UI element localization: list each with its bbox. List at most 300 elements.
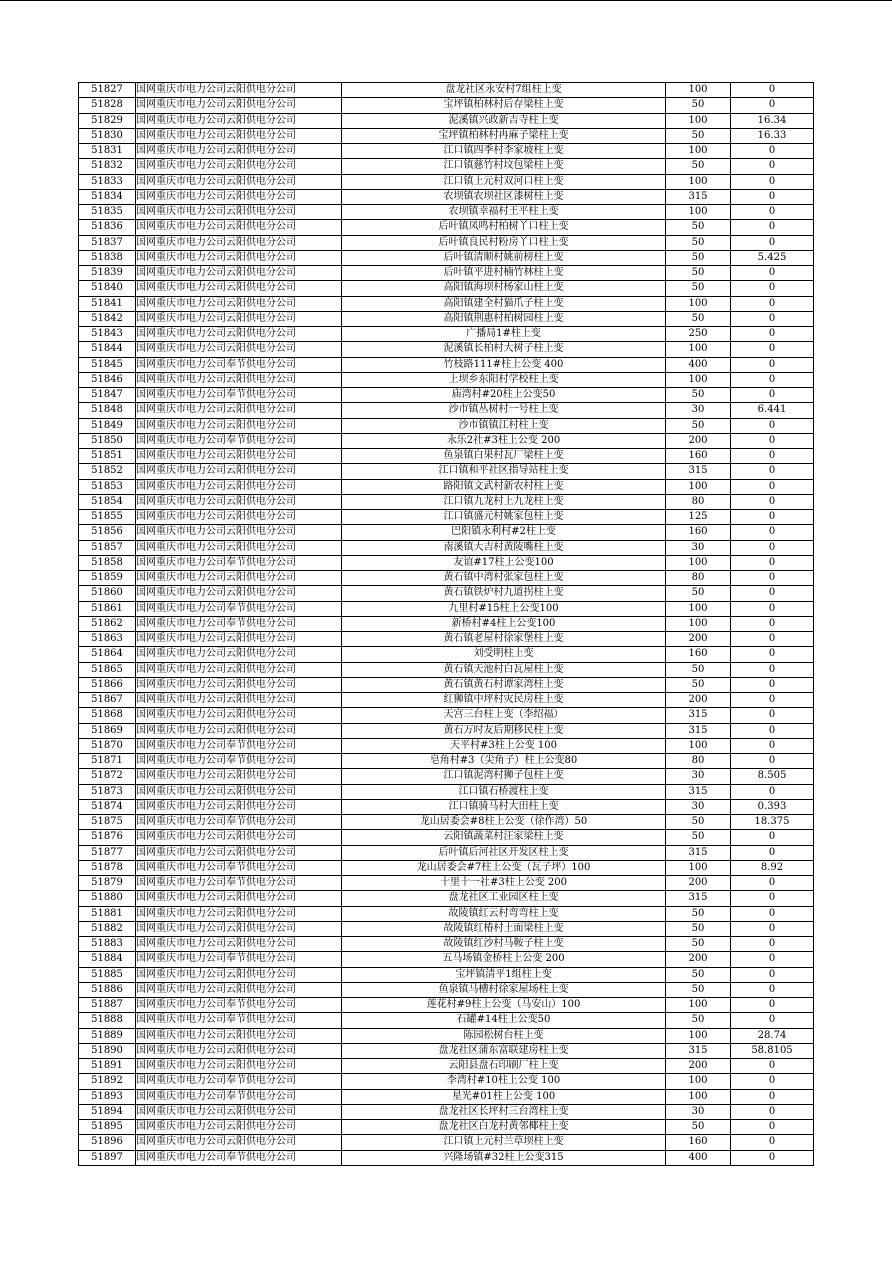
- row-value-cell: 0: [731, 952, 814, 967]
- row-value-cell: 0: [731, 235, 814, 250]
- row-id-cell: 51873: [79, 784, 136, 799]
- table-row: [79, 952, 814, 967]
- row-company-cell: 国网重庆市电力公司云阳供电分公司: [136, 479, 342, 494]
- row-transformer-name-cell: 江口镇石桥渡柱上变: [342, 784, 666, 799]
- row-company-cell: 国网重庆市电力公司云阳供电分公司: [136, 769, 342, 784]
- table-row: [79, 464, 814, 479]
- row-capacity-cell: 50: [666, 220, 731, 235]
- row-capacity-cell: 200: [666, 433, 731, 448]
- row-capacity-cell: 315: [666, 708, 731, 723]
- row-capacity-cell: 315: [666, 189, 731, 204]
- row-transformer-name-cell: 兴隆场镇#32柱上公变315: [342, 1150, 666, 1165]
- row-capacity-cell: 30: [666, 403, 731, 418]
- table-row: [79, 494, 814, 509]
- row-id-cell: 51890: [79, 1043, 136, 1058]
- row-capacity-cell: 100: [666, 296, 731, 311]
- table-row: [79, 205, 814, 220]
- table-row: [79, 830, 814, 845]
- row-company-cell: 国网重庆市电力公司云阳供电分公司: [136, 266, 342, 281]
- row-value-cell: 0: [731, 327, 814, 342]
- table-row: [79, 555, 814, 570]
- row-company-cell: 国网重庆市电力公司云阳供电分公司: [136, 921, 342, 936]
- row-id-cell: 51840: [79, 281, 136, 296]
- row-id-cell: 51860: [79, 586, 136, 601]
- row-value-cell: 0: [731, 555, 814, 570]
- table-row: [79, 1150, 814, 1165]
- row-value-cell: 0: [731, 510, 814, 525]
- table-row: [79, 769, 814, 784]
- row-transformer-name-cell: 陈园松树台柱上变: [342, 1028, 666, 1043]
- row-id-cell: 51849: [79, 418, 136, 433]
- row-id-cell: 51845: [79, 357, 136, 372]
- row-value-cell: 0: [731, 693, 814, 708]
- row-transformer-name-cell: 十里十一社#3柱上公变 200: [342, 876, 666, 891]
- row-capacity-cell: 50: [666, 1120, 731, 1135]
- table-row: [79, 433, 814, 448]
- table-row: [79, 449, 814, 464]
- row-transformer-name-cell: 黄石镇中湾村张家包柱上变: [342, 571, 666, 586]
- table-row: [79, 1089, 814, 1104]
- row-transformer-name-cell: 江口镇慈竹村坟包梁柱上变: [342, 159, 666, 174]
- row-id-cell: 51876: [79, 830, 136, 845]
- row-capacity-cell: 100: [666, 738, 731, 753]
- row-company-cell: 国网重庆市电力公司云阳供电分公司: [136, 159, 342, 174]
- table-row: [79, 937, 814, 952]
- row-capacity-cell: 100: [666, 372, 731, 387]
- row-transformer-name-cell: 宝坪镇柏林村后存梁柱上变: [342, 98, 666, 113]
- row-capacity-cell: 80: [666, 754, 731, 769]
- row-value-cell: 0: [731, 174, 814, 189]
- row-value-cell: 0: [731, 525, 814, 540]
- row-capacity-cell: 50: [666, 937, 731, 952]
- row-capacity-cell: 160: [666, 449, 731, 464]
- row-capacity-cell: 50: [666, 250, 731, 265]
- row-id-cell: 51877: [79, 845, 136, 860]
- row-transformer-name-cell: 盘龙社区永安村7组柱上变: [342, 83, 666, 98]
- row-transformer-name-cell: 农坝镇农坝社区漆树柱上变: [342, 189, 666, 204]
- row-transformer-name-cell: 江口镇和平社区指导站柱上变: [342, 464, 666, 479]
- row-value-cell: 0: [731, 571, 814, 586]
- table-row: [79, 967, 814, 982]
- row-transformer-name-cell: 九里村#15柱上公变100: [342, 601, 666, 616]
- row-id-cell: 51882: [79, 921, 136, 936]
- row-id-cell: 51872: [79, 769, 136, 784]
- row-capacity-cell: 400: [666, 1150, 731, 1165]
- row-company-cell: 国网重庆市电力公司云阳供电分公司: [136, 311, 342, 326]
- row-company-cell: 国网重庆市电力公司奉节供电分公司: [136, 357, 342, 372]
- row-id-cell: 51843: [79, 327, 136, 342]
- row-value-cell: 0.393: [731, 799, 814, 814]
- row-transformer-name-cell: 江口镇泥湾村狮子包柱上变: [342, 769, 666, 784]
- row-transformer-name-cell: 鱼泉镇白果村瓦厂梁柱上变: [342, 449, 666, 464]
- table-row: [79, 723, 814, 738]
- row-value-cell: 0: [731, 418, 814, 433]
- row-capacity-cell: 50: [666, 266, 731, 281]
- table-row: [79, 876, 814, 891]
- row-company-cell: 国网重庆市电力公司云阳供电分公司: [136, 784, 342, 799]
- row-value-cell: 0: [731, 601, 814, 616]
- row-transformer-name-cell: 后叶镇凤鸣村柏树丫口柱上变: [342, 220, 666, 235]
- row-id-cell: 51832: [79, 159, 136, 174]
- row-company-cell: 国网重庆市电力公司云阳供电分公司: [136, 327, 342, 342]
- row-company-cell: 国网重庆市电力公司云阳供电分公司: [136, 708, 342, 723]
- table-row: [79, 357, 814, 372]
- row-transformer-name-cell: 广播局1#柱上变: [342, 327, 666, 342]
- row-id-cell: 51884: [79, 952, 136, 967]
- row-value-cell: 0: [731, 1150, 814, 1165]
- row-id-cell: 51859: [79, 571, 136, 586]
- table-row: [79, 327, 814, 342]
- row-id-cell: 51833: [79, 174, 136, 189]
- row-value-cell: 0: [731, 372, 814, 387]
- row-capacity-cell: 315: [666, 464, 731, 479]
- row-value-cell: 0: [731, 1013, 814, 1028]
- row-value-cell: 0: [731, 296, 814, 311]
- row-id-cell: 51889: [79, 1028, 136, 1043]
- row-transformer-name-cell: 后叶镇良民村粉房丫口柱上变: [342, 235, 666, 250]
- row-capacity-cell: 50: [666, 1013, 731, 1028]
- table-row: [79, 1120, 814, 1135]
- row-value-cell: 0: [731, 662, 814, 677]
- row-capacity-cell: 50: [666, 830, 731, 845]
- row-company-cell: 国网重庆市电力公司云阳供电分公司: [136, 571, 342, 586]
- table-row: [79, 418, 814, 433]
- row-value-cell: 0: [731, 357, 814, 372]
- row-id-cell: 51853: [79, 479, 136, 494]
- table-row: [79, 479, 814, 494]
- row-value-cell: 0: [731, 647, 814, 662]
- row-transformer-name-cell: 天平村#3柱上公变 100: [342, 738, 666, 753]
- row-company-cell: 国网重庆市电力公司奉节供电分公司: [136, 1074, 342, 1089]
- row-capacity-cell: 250: [666, 327, 731, 342]
- table-row: [79, 799, 814, 814]
- page-top-rule: [0, 0, 892, 1]
- row-company-cell: 国网重庆市电力公司云阳供电分公司: [136, 372, 342, 387]
- row-id-cell: 51850: [79, 433, 136, 448]
- table-row: [79, 906, 814, 921]
- table-row: [79, 693, 814, 708]
- table-row: [79, 159, 814, 174]
- row-value-cell: 0: [731, 998, 814, 1013]
- row-id-cell: 51871: [79, 754, 136, 769]
- row-value-cell: 0: [731, 388, 814, 403]
- row-value-cell: 0: [731, 479, 814, 494]
- row-value-cell: 0: [731, 342, 814, 357]
- row-company-cell: 国网重庆市电力公司奉节供电分公司: [136, 388, 342, 403]
- row-company-cell: 国网重庆市电力公司云阳供电分公司: [136, 845, 342, 860]
- row-value-cell: 0: [731, 906, 814, 921]
- row-company-cell: 国网重庆市电力公司云阳供电分公司: [136, 647, 342, 662]
- row-id-cell: 51869: [79, 723, 136, 738]
- row-transformer-name-cell: 黄石镇铁炉村九道拐柱上变: [342, 586, 666, 601]
- row-id-cell: 51837: [79, 235, 136, 250]
- row-capacity-cell: 80: [666, 494, 731, 509]
- row-company-cell: 国网重庆市电力公司云阳供电分公司: [136, 540, 342, 555]
- row-id-cell: 51830: [79, 128, 136, 143]
- row-company-cell: 国网重庆市电力公司云阳供电分公司: [136, 906, 342, 921]
- row-value-cell: 0: [731, 540, 814, 555]
- row-id-cell: 51895: [79, 1120, 136, 1135]
- row-company-cell: 国网重庆市电力公司云阳供电分公司: [136, 662, 342, 677]
- row-id-cell: 51844: [79, 342, 136, 357]
- row-value-cell: 0: [731, 921, 814, 936]
- row-company-cell: 国网重庆市电力公司云阳供电分公司: [136, 205, 342, 220]
- row-capacity-cell: 160: [666, 647, 731, 662]
- table-row: [79, 250, 814, 265]
- row-capacity-cell: 400: [666, 357, 731, 372]
- row-transformer-name-cell: 沙市镇丛树村一号柱上变: [342, 403, 666, 418]
- row-company-cell: 国网重庆市电力公司云阳供电分公司: [136, 1028, 342, 1043]
- row-value-cell: 0: [731, 677, 814, 692]
- row-company-cell: 国网重庆市电力公司云阳供电分公司: [136, 128, 342, 143]
- row-company-cell: 国网重庆市电力公司云阳供电分公司: [136, 464, 342, 479]
- row-company-cell: 国网重庆市电力公司云阳供电分公司: [136, 830, 342, 845]
- row-value-cell: 0: [731, 830, 814, 845]
- table-row: [79, 372, 814, 387]
- row-company-cell: 国网重庆市电力公司奉节供电分公司: [136, 1089, 342, 1104]
- row-id-cell: 51887: [79, 998, 136, 1013]
- row-transformer-name-cell: 刘受明柱上变: [342, 647, 666, 662]
- row-transformer-name-cell: 皂角村#3（尖角子）柱上公变80: [342, 754, 666, 769]
- table-row: [79, 189, 814, 204]
- table-row: [79, 98, 814, 113]
- row-id-cell: 51893: [79, 1089, 136, 1104]
- row-id-cell: 51847: [79, 388, 136, 403]
- table-row: [79, 266, 814, 281]
- row-capacity-cell: 100: [666, 860, 731, 875]
- row-capacity-cell: 100: [666, 1074, 731, 1089]
- row-transformer-name-cell: 庙湾村#20柱上公变50: [342, 388, 666, 403]
- row-value-cell: 0: [731, 159, 814, 174]
- row-value-cell: 0: [731, 205, 814, 220]
- row-transformer-name-cell: 上坝乡东阳村学校柱上变: [342, 372, 666, 387]
- row-transformer-name-cell: 江口镇盛元村姚家包柱上变: [342, 510, 666, 525]
- row-transformer-name-cell: 故陵镇红云村弯弯柱上变: [342, 906, 666, 921]
- row-company-cell: 国网重庆市电力公司奉节供电分公司: [136, 952, 342, 967]
- row-company-cell: 国网重庆市电力公司云阳供电分公司: [136, 235, 342, 250]
- row-value-cell: 0: [731, 311, 814, 326]
- row-company-cell: 国网重庆市电力公司云阳供电分公司: [136, 937, 342, 952]
- row-transformer-name-cell: 泥溪镇兴政新吉寺柱上变: [342, 113, 666, 128]
- row-id-cell: 51861: [79, 601, 136, 616]
- row-transformer-name-cell: 盘龙社区工业园区柱上变: [342, 891, 666, 906]
- table-row: [79, 296, 814, 311]
- table-row: [79, 144, 814, 159]
- row-capacity-cell: 315: [666, 845, 731, 860]
- row-capacity-cell: 50: [666, 159, 731, 174]
- row-transformer-name-cell: 龙山居委会#8柱上公变（徐作湾）50: [342, 815, 666, 830]
- row-id-cell: 51864: [79, 647, 136, 662]
- row-transformer-name-cell: 高阳镇海坝村杨家山柱上变: [342, 281, 666, 296]
- row-company-cell: 国网重庆市电力公司奉节供电分公司: [136, 876, 342, 891]
- row-company-cell: 国网重庆市电力公司云阳供电分公司: [136, 632, 342, 647]
- row-id-cell: 51848: [79, 403, 136, 418]
- row-value-cell: 0: [731, 1104, 814, 1119]
- row-company-cell: 国网重庆市电力公司云阳供电分公司: [136, 1135, 342, 1150]
- row-transformer-name-cell: 盘龙社区长坪村三台湾柱上变: [342, 1104, 666, 1119]
- table-row: [79, 677, 814, 692]
- row-id-cell: 51897: [79, 1150, 136, 1165]
- row-value-cell: 0: [731, 464, 814, 479]
- row-transformer-name-cell: 路阳镇文武村新农村柱上变: [342, 479, 666, 494]
- row-value-cell: 0: [731, 586, 814, 601]
- row-capacity-cell: 100: [666, 1089, 731, 1104]
- table-row: [79, 738, 814, 753]
- row-id-cell: 51839: [79, 266, 136, 281]
- row-id-cell: 51878: [79, 860, 136, 875]
- row-company-cell: 国网重庆市电力公司云阳供电分公司: [136, 525, 342, 540]
- row-capacity-cell: 50: [666, 921, 731, 936]
- row-capacity-cell: 315: [666, 723, 731, 738]
- row-id-cell: 51868: [79, 708, 136, 723]
- row-capacity-cell: 30: [666, 799, 731, 814]
- row-transformer-name-cell: 宝坪镇清平1组柱上变: [342, 967, 666, 982]
- row-company-cell: 国网重庆市电力公司奉节供电分公司: [136, 998, 342, 1013]
- row-id-cell: 51891: [79, 1059, 136, 1074]
- row-capacity-cell: 315: [666, 784, 731, 799]
- table-row: [79, 83, 814, 98]
- row-id-cell: 51831: [79, 144, 136, 159]
- row-value-cell: 0: [731, 891, 814, 906]
- row-company-cell: 国网重庆市电力公司云阳供电分公司: [136, 1059, 342, 1074]
- transformer-table: [78, 82, 814, 1166]
- row-capacity-cell: 100: [666, 998, 731, 1013]
- row-transformer-name-cell: 巴阳镇永利村#2柱上变: [342, 525, 666, 540]
- row-capacity-cell: 200: [666, 876, 731, 891]
- row-transformer-name-cell: 后叶镇清顺村姚前榜柱上变: [342, 250, 666, 265]
- row-transformer-name-cell: 李湾村#10柱上公变 100: [342, 1074, 666, 1089]
- row-id-cell: 51879: [79, 876, 136, 891]
- table-row: [79, 510, 814, 525]
- row-capacity-cell: 315: [666, 1043, 731, 1058]
- row-company-cell: 国网重庆市电力公司奉节供电分公司: [136, 601, 342, 616]
- row-value-cell: 28.74: [731, 1028, 814, 1043]
- row-transformer-name-cell: 高阳镇建全村猫爪子柱上变: [342, 296, 666, 311]
- row-value-cell: 0: [731, 1089, 814, 1104]
- table-row: [79, 784, 814, 799]
- row-transformer-name-cell: 红狮镇中坪村灾民房柱上变: [342, 693, 666, 708]
- table-row: [79, 586, 814, 601]
- table-row: [79, 998, 814, 1013]
- row-transformer-name-cell: 石罐#14柱上公变50: [342, 1013, 666, 1028]
- row-value-cell: 18.375: [731, 815, 814, 830]
- row-transformer-name-cell: 黄石万吋友后期移民柱上变: [342, 723, 666, 738]
- row-company-cell: 国网重庆市电力公司云阳供电分公司: [136, 1043, 342, 1058]
- table-row: [79, 1135, 814, 1150]
- row-transformer-name-cell: 江口镇骑马村大田柱上变: [342, 799, 666, 814]
- row-capacity-cell: 50: [666, 906, 731, 921]
- row-company-cell: 国网重庆市电力公司云阳供电分公司: [136, 144, 342, 159]
- row-company-cell: 国网重庆市电力公司奉节供电分公司: [136, 860, 342, 875]
- row-id-cell: 51827: [79, 83, 136, 98]
- table-row: [79, 662, 814, 677]
- row-transformer-name-cell: 农坝镇幸福村王平柱上变: [342, 205, 666, 220]
- row-id-cell: 51842: [79, 311, 136, 326]
- table-row: [79, 982, 814, 997]
- row-id-cell: 51881: [79, 906, 136, 921]
- row-transformer-name-cell: 龙山居委会#7柱上公变（瓦子坪）100: [342, 860, 666, 875]
- row-transformer-name-cell: 莲花村#9柱上公变（马安山）100: [342, 998, 666, 1013]
- row-company-cell: 国网重庆市电力公司云阳供电分公司: [136, 189, 342, 204]
- row-transformer-name-cell: 新桥村#4柱上公变100: [342, 616, 666, 631]
- row-value-cell: 0: [731, 189, 814, 204]
- table-row: [79, 113, 814, 128]
- table-row: [79, 540, 814, 555]
- row-capacity-cell: 50: [666, 128, 731, 143]
- row-capacity-cell: 50: [666, 235, 731, 250]
- row-capacity-cell: 50: [666, 982, 731, 997]
- row-value-cell: 58.8105: [731, 1043, 814, 1058]
- table-row: [79, 1043, 814, 1058]
- row-id-cell: 51894: [79, 1104, 136, 1119]
- table-row: [79, 235, 814, 250]
- row-company-cell: 国网重庆市电力公司云阳供电分公司: [136, 403, 342, 418]
- row-company-cell: 国网重庆市电力公司奉节供电分公司: [136, 754, 342, 769]
- row-value-cell: 0: [731, 982, 814, 997]
- row-capacity-cell: 50: [666, 586, 731, 601]
- row-value-cell: 0: [731, 967, 814, 982]
- row-capacity-cell: 30: [666, 540, 731, 555]
- row-transformer-name-cell: 宝坪镇柏林村冉麻子梁柱上变: [342, 128, 666, 143]
- row-capacity-cell: 100: [666, 342, 731, 357]
- table-row: [79, 174, 814, 189]
- row-id-cell: 51863: [79, 632, 136, 647]
- row-capacity-cell: 80: [666, 571, 731, 586]
- row-value-cell: 0: [731, 708, 814, 723]
- table-row: [79, 311, 814, 326]
- row-capacity-cell: 125: [666, 510, 731, 525]
- row-transformer-name-cell: 沙市镇镇江村柱上变: [342, 418, 666, 433]
- table-row: [79, 342, 814, 357]
- row-capacity-cell: 100: [666, 479, 731, 494]
- row-capacity-cell: 200: [666, 632, 731, 647]
- row-transformer-name-cell: 江口镇上元村兰草坝柱上变: [342, 1135, 666, 1150]
- row-capacity-cell: 30: [666, 1104, 731, 1119]
- row-company-cell: 国网重庆市电力公司云阳供电分公司: [136, 982, 342, 997]
- row-company-cell: 国网重庆市电力公司云阳供电分公司: [136, 83, 342, 98]
- row-company-cell: 国网重庆市电力公司云阳供电分公司: [136, 494, 342, 509]
- row-value-cell: 6.441: [731, 403, 814, 418]
- row-transformer-name-cell: 盘龙社区白龙村黄邻椰柱上变: [342, 1120, 666, 1135]
- table-row: [79, 1028, 814, 1043]
- row-company-cell: 国网重庆市电力公司奉节供电分公司: [136, 815, 342, 830]
- row-id-cell: 51854: [79, 494, 136, 509]
- row-capacity-cell: 50: [666, 388, 731, 403]
- row-company-cell: 国网重庆市电力公司云阳供电分公司: [136, 891, 342, 906]
- table-row: [79, 632, 814, 647]
- table-row: [79, 1013, 814, 1028]
- table-row: [79, 754, 814, 769]
- row-id-cell: 51841: [79, 296, 136, 311]
- row-value-cell: 0: [731, 937, 814, 952]
- row-value-cell: 0: [731, 876, 814, 891]
- row-company-cell: 国网重庆市电力公司云阳供电分公司: [136, 723, 342, 738]
- row-company-cell: 国网重庆市电力公司云阳供电分公司: [136, 799, 342, 814]
- row-value-cell: 0: [731, 433, 814, 448]
- row-value-cell: 0: [731, 494, 814, 509]
- row-capacity-cell: 200: [666, 693, 731, 708]
- row-id-cell: 51870: [79, 738, 136, 753]
- row-company-cell: 国网重庆市电力公司奉节供电分公司: [136, 1150, 342, 1165]
- row-transformer-name-cell: 云阳镇蔬菜村汪家梁柱上变: [342, 830, 666, 845]
- row-capacity-cell: 315: [666, 891, 731, 906]
- row-id-cell: 51862: [79, 616, 136, 631]
- table-row: [79, 921, 814, 936]
- row-capacity-cell: 50: [666, 662, 731, 677]
- table-row: [79, 525, 814, 540]
- row-value-cell: 0: [731, 784, 814, 799]
- row-transformer-name-cell: 竹枝路111#柱上公变 400: [342, 357, 666, 372]
